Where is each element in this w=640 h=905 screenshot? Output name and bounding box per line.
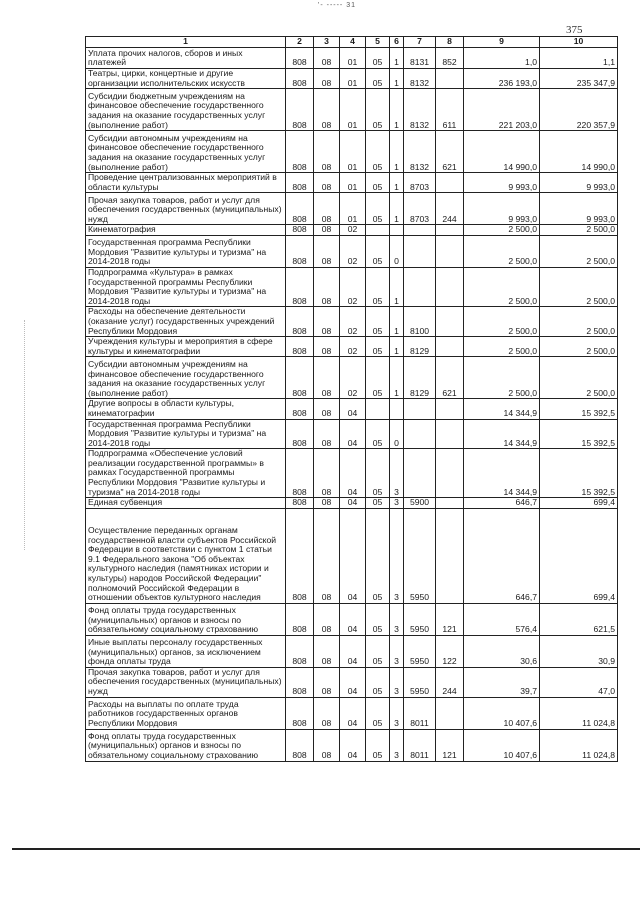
amount-cell: 236 193,0 xyxy=(464,69,540,89)
code-cell xyxy=(436,697,464,729)
code-cell: 05 xyxy=(366,419,390,449)
code-cell: 02 xyxy=(340,357,366,399)
code-cell: 8703 xyxy=(404,173,436,193)
code-cell: 05 xyxy=(366,508,390,603)
row-name-cell: Другие вопросы в области культуры, кинематографии xyxy=(86,399,286,419)
amount-cell: 235 347,9 xyxy=(540,69,618,89)
column-header: 10 xyxy=(540,37,618,48)
code-cell: 05 xyxy=(366,449,390,498)
amount-cell: 1,1 xyxy=(540,48,618,69)
code-cell: 1 xyxy=(390,193,404,225)
code-cell xyxy=(366,225,390,236)
amount-cell: 10 407,6 xyxy=(464,697,540,729)
column-header: 2 xyxy=(286,37,314,48)
code-cell: 04 xyxy=(340,449,366,498)
code-cell xyxy=(436,399,464,419)
code-cell: 808 xyxy=(286,69,314,89)
code-cell: 3 xyxy=(390,603,404,635)
code-cell: 04 xyxy=(340,667,366,697)
code-cell: 04 xyxy=(340,419,366,449)
amount-cell: 2 500,0 xyxy=(540,235,618,267)
table-row xyxy=(86,508,618,603)
row-name-cell: Учреждения культуры и мероприятия в сфере культуры и кинематографии xyxy=(86,337,286,357)
code-cell: 05 xyxy=(366,603,390,635)
code-cell: 04 xyxy=(340,508,366,603)
code-cell: 5950 xyxy=(404,635,436,667)
amount-cell: 9 993,0 xyxy=(540,193,618,225)
code-cell: 3 xyxy=(390,498,404,509)
code-cell: 01 xyxy=(340,48,366,69)
code-cell xyxy=(366,399,390,419)
row-name-cell: Подпрограмма «Культура» в рамках Государственной программы Республики Мордовия "Развитие культуры и туризма" на 2014-2018 годы xyxy=(86,267,286,306)
code-cell: 808 xyxy=(286,235,314,267)
table-row xyxy=(86,173,618,193)
column-header: 4 xyxy=(340,37,366,48)
page-number: 375 xyxy=(566,24,583,36)
code-cell: 808 xyxy=(286,419,314,449)
code-cell: 08 xyxy=(314,635,340,667)
amount-cell: 47,0 xyxy=(540,667,618,697)
code-cell: 3 xyxy=(390,697,404,729)
row-name-cell: Осуществление переданных органам государственной власти субъектов Российской Федерации в соответствии с пунктом 1 статьи 9.1 Федерального закона "Об объектах культурного наследия (памятниках истории и культуры) народов Российской Федерации" полномочий Российской Федерации в отношении объектов культурного наследия xyxy=(86,508,286,603)
code-cell xyxy=(436,449,464,498)
code-cell xyxy=(404,225,436,236)
code-cell: 1 xyxy=(390,69,404,89)
amount-cell: 2 500,0 xyxy=(464,267,540,306)
code-cell: 1 xyxy=(390,357,404,399)
table-row xyxy=(86,131,618,173)
code-cell: 621 xyxy=(436,131,464,173)
code-cell: 8011 xyxy=(404,729,436,761)
code-cell: 808 xyxy=(286,337,314,357)
amount-cell: 621,5 xyxy=(540,603,618,635)
code-cell: 3 xyxy=(390,729,404,761)
code-cell: 3 xyxy=(390,667,404,697)
code-cell: 01 xyxy=(340,131,366,173)
amount-cell: 14 344,9 xyxy=(464,399,540,419)
column-header: 8 xyxy=(436,37,464,48)
amount-cell: 1,0 xyxy=(464,48,540,69)
code-cell: 04 xyxy=(340,603,366,635)
amount-cell: 2 500,0 xyxy=(540,225,618,236)
amount-cell: 2 500,0 xyxy=(464,357,540,399)
code-cell: 04 xyxy=(340,697,366,729)
code-cell: 01 xyxy=(340,89,366,131)
code-cell: 08 xyxy=(314,69,340,89)
code-cell: 852 xyxy=(436,48,464,69)
code-cell: 08 xyxy=(314,498,340,509)
row-name-cell: Субсидии бюджетным учреждениям на финансовое обеспечение государственного задания на оказание государственных услуг (выполнение работ) xyxy=(86,89,286,131)
table-row xyxy=(86,399,618,419)
code-cell: 808 xyxy=(286,267,314,306)
amount-cell: 2 500,0 xyxy=(464,337,540,357)
table-row xyxy=(86,603,618,635)
table-body xyxy=(86,48,618,762)
table-row xyxy=(86,697,618,729)
row-name-cell: Расходы на обеспечение деятельности (оказание услуг) государственных учреждений Республики Мордовия xyxy=(86,307,286,337)
code-cell: 1 xyxy=(390,48,404,69)
row-name-cell: Единая субвенция xyxy=(86,498,286,509)
code-cell xyxy=(404,267,436,306)
code-cell: 5950 xyxy=(404,667,436,697)
code-cell: 01 xyxy=(340,173,366,193)
code-cell: 244 xyxy=(436,193,464,225)
code-cell xyxy=(390,225,404,236)
code-cell: 3 xyxy=(390,449,404,498)
code-cell: 08 xyxy=(314,307,340,337)
row-name-cell: Расходы на выплаты по оплате труда работников государственных органов Республики Мордовия xyxy=(86,697,286,729)
table-row xyxy=(86,635,618,667)
code-cell: 808 xyxy=(286,89,314,131)
code-cell: 08 xyxy=(314,48,340,69)
code-cell xyxy=(436,307,464,337)
code-cell: 04 xyxy=(340,729,366,761)
code-cell: 05 xyxy=(366,193,390,225)
code-cell: 08 xyxy=(314,667,340,697)
code-cell: 1 xyxy=(390,337,404,357)
amount-cell: 2 500,0 xyxy=(540,307,618,337)
code-cell: 244 xyxy=(436,667,464,697)
table-row xyxy=(86,498,618,509)
code-cell: 05 xyxy=(366,357,390,399)
amount-cell: 15 392,5 xyxy=(540,419,618,449)
table-row xyxy=(86,357,618,399)
code-cell: 08 xyxy=(314,225,340,236)
amount-cell: 2 500,0 xyxy=(540,337,618,357)
code-cell: 02 xyxy=(340,235,366,267)
code-cell: 808 xyxy=(286,729,314,761)
code-cell: 08 xyxy=(314,193,340,225)
row-name-cell: Прочая закупка товаров, работ и услуг для обеспечения государственных (муниципальных) нужд xyxy=(86,193,286,225)
amount-cell: 30,6 xyxy=(464,635,540,667)
code-cell: 808 xyxy=(286,697,314,729)
code-cell: 8011 xyxy=(404,697,436,729)
row-name-cell: Фонд оплаты труда государственных (муниципальных) органов и взносы по обязательному социальному страхованию xyxy=(86,729,286,761)
column-header: 7 xyxy=(404,37,436,48)
scan-top-mark: '- ----- 31 xyxy=(318,2,356,9)
amount-cell: 646,7 xyxy=(464,498,540,509)
code-cell: 08 xyxy=(314,267,340,306)
code-cell: 05 xyxy=(366,48,390,69)
code-cell xyxy=(390,399,404,419)
table-row xyxy=(86,667,618,697)
code-cell: 0 xyxy=(390,235,404,267)
code-cell: 08 xyxy=(314,603,340,635)
code-cell: 808 xyxy=(286,48,314,69)
row-name-cell: Театры, цирки, концертные и другие организации исполнительских искусств xyxy=(86,69,286,89)
code-cell: 808 xyxy=(286,225,314,236)
code-cell: 8131 xyxy=(404,48,436,69)
code-cell: 0 xyxy=(390,419,404,449)
code-cell: 01 xyxy=(340,193,366,225)
amount-cell: 9 993,0 xyxy=(540,173,618,193)
amount-cell: 221 203,0 xyxy=(464,89,540,131)
code-cell: 3 xyxy=(390,635,404,667)
code-cell: 02 xyxy=(340,225,366,236)
code-cell: 08 xyxy=(314,357,340,399)
code-cell: 08 xyxy=(314,419,340,449)
code-cell: 8132 xyxy=(404,131,436,173)
row-name-cell: Прочая закупка товаров, работ и услуг для обеспечения государственных (муниципальных) нужд xyxy=(86,667,286,697)
code-cell xyxy=(436,69,464,89)
code-cell: 08 xyxy=(314,449,340,498)
amount-cell: 2 500,0 xyxy=(464,235,540,267)
code-cell xyxy=(436,225,464,236)
code-cell xyxy=(404,235,436,267)
amount-cell: 576,4 xyxy=(464,603,540,635)
amount-cell: 2 500,0 xyxy=(464,225,540,236)
amount-cell: 2 500,0 xyxy=(464,307,540,337)
amount-cell: 11 024,8 xyxy=(540,729,618,761)
code-cell: 8132 xyxy=(404,89,436,131)
code-cell: 02 xyxy=(340,337,366,357)
code-cell: 8703 xyxy=(404,193,436,225)
table-row xyxy=(86,235,618,267)
table-row xyxy=(86,267,618,306)
amount-cell: 699,4 xyxy=(540,498,618,509)
amount-cell: 10 407,6 xyxy=(464,729,540,761)
row-name-cell: Фонд оплаты труда государственных (муниципальных) органов и взносы по обязательному социальному страхованию xyxy=(86,603,286,635)
column-header: 3 xyxy=(314,37,340,48)
code-cell: 08 xyxy=(314,508,340,603)
code-cell xyxy=(436,419,464,449)
code-cell: 01 xyxy=(340,69,366,89)
code-cell: 1 xyxy=(390,307,404,337)
code-cell: 121 xyxy=(436,729,464,761)
table-row xyxy=(86,193,618,225)
code-cell: 808 xyxy=(286,508,314,603)
code-cell: 8129 xyxy=(404,337,436,357)
column-header: 6 xyxy=(390,37,404,48)
code-cell: 05 xyxy=(366,173,390,193)
column-header: 1 xyxy=(86,37,286,48)
table-row xyxy=(86,225,618,236)
code-cell: 04 xyxy=(340,498,366,509)
amount-cell: 220 357,9 xyxy=(540,89,618,131)
code-cell: 1 xyxy=(390,89,404,131)
code-cell: 808 xyxy=(286,603,314,635)
code-cell xyxy=(404,399,436,419)
code-cell xyxy=(436,337,464,357)
amount-cell: 15 392,5 xyxy=(540,449,618,498)
row-name-cell: Подпрограмма «Обеспечение условий реализации государственной программы» в рамках Государственной программы Республики Мордовия "Развитие культуры и туризма" на 2014-2018 годы xyxy=(86,449,286,498)
row-name-cell: Субсидии автономным учреждениям на финансовое обеспечение государственного задания на оказание государственных услуг (выполнение работ) xyxy=(86,357,286,399)
code-cell: 05 xyxy=(366,729,390,761)
amount-cell: 14 990,0 xyxy=(540,131,618,173)
code-cell: 05 xyxy=(366,267,390,306)
table-row xyxy=(86,449,618,498)
amount-cell: 646,7 xyxy=(464,508,540,603)
code-cell: 8132 xyxy=(404,69,436,89)
code-cell: 05 xyxy=(366,69,390,89)
code-cell: 05 xyxy=(366,498,390,509)
code-cell: 05 xyxy=(366,131,390,173)
row-name-cell: Государственная программа Республики Мордовия "Развитие культуры и туризма" на 2014-2018 годы xyxy=(86,235,286,267)
code-cell xyxy=(436,173,464,193)
row-name-cell: Государственная программа Республики Мордовия "Развитие культуры и туризма" на 2014-2018 годы xyxy=(86,419,286,449)
code-cell: 122 xyxy=(436,635,464,667)
code-cell: 808 xyxy=(286,635,314,667)
code-cell: 08 xyxy=(314,131,340,173)
row-name-cell: Проведение централизованных мероприятий в области культуры xyxy=(86,173,286,193)
code-cell: 02 xyxy=(340,307,366,337)
code-cell: 05 xyxy=(366,89,390,131)
amount-cell: 15 392,5 xyxy=(540,399,618,419)
table-row xyxy=(86,419,618,449)
amount-cell: 9 993,0 xyxy=(464,173,540,193)
table-row xyxy=(86,729,618,761)
row-name-cell: Иные выплаты персоналу государственных (муниципальных) органов, за исключением фонда оплаты труда xyxy=(86,635,286,667)
code-cell: 808 xyxy=(286,173,314,193)
table-row xyxy=(86,48,618,69)
code-cell: 05 xyxy=(366,235,390,267)
table-header-row xyxy=(86,37,618,48)
amount-cell: 14 344,9 xyxy=(464,419,540,449)
code-cell: 5950 xyxy=(404,603,436,635)
table-row xyxy=(86,89,618,131)
code-cell: 808 xyxy=(286,498,314,509)
table-row xyxy=(86,69,618,89)
amount-cell: 2 500,0 xyxy=(540,357,618,399)
page-bottom-rule xyxy=(12,848,640,850)
row-name-cell: Субсидии автономным учреждениям на финансовое обеспечение государственного задания на оказание государственных услуг (выполнение работ) xyxy=(86,131,286,173)
code-cell: 04 xyxy=(340,399,366,419)
budget-table-container xyxy=(85,36,617,762)
code-cell: 08 xyxy=(314,235,340,267)
code-cell: 05 xyxy=(366,337,390,357)
amount-cell: 14 990,0 xyxy=(464,131,540,173)
amount-cell: 30,9 xyxy=(540,635,618,667)
row-name-cell: Кинематография xyxy=(86,225,286,236)
code-cell: 8100 xyxy=(404,307,436,337)
table-row xyxy=(86,337,618,357)
code-cell: 808 xyxy=(286,307,314,337)
budget-table xyxy=(85,36,618,762)
column-header: 5 xyxy=(366,37,390,48)
amount-cell: 2 500,0 xyxy=(540,267,618,306)
amount-cell: 11 024,8 xyxy=(540,697,618,729)
amount-cell: 699,4 xyxy=(540,508,618,603)
code-cell: 08 xyxy=(314,697,340,729)
code-cell xyxy=(436,267,464,306)
code-cell: 08 xyxy=(314,89,340,131)
code-cell: 621 xyxy=(436,357,464,399)
code-cell: 05 xyxy=(366,667,390,697)
amount-cell: 9 993,0 xyxy=(464,193,540,225)
scan-margin-artifact xyxy=(24,320,26,550)
column-header: 9 xyxy=(464,37,540,48)
code-cell: 04 xyxy=(340,635,366,667)
code-cell xyxy=(436,498,464,509)
code-cell: 3 xyxy=(390,508,404,603)
code-cell: 08 xyxy=(314,399,340,419)
code-cell: 08 xyxy=(314,173,340,193)
code-cell: 808 xyxy=(286,399,314,419)
code-cell: 05 xyxy=(366,697,390,729)
code-cell: 5950 xyxy=(404,508,436,603)
code-cell xyxy=(404,449,436,498)
code-cell: 08 xyxy=(314,337,340,357)
code-cell: 05 xyxy=(366,307,390,337)
amount-cell: 14 344,9 xyxy=(464,449,540,498)
code-cell: 8129 xyxy=(404,357,436,399)
code-cell xyxy=(436,508,464,603)
code-cell: 808 xyxy=(286,449,314,498)
code-cell: 1 xyxy=(390,267,404,306)
code-cell xyxy=(404,419,436,449)
row-name-cell: Уплата прочих налогов, сборов и иных платежей xyxy=(86,48,286,69)
code-cell: 08 xyxy=(314,729,340,761)
code-cell: 121 xyxy=(436,603,464,635)
code-cell: 1 xyxy=(390,173,404,193)
code-cell: 1 xyxy=(390,131,404,173)
table-row xyxy=(86,307,618,337)
code-cell: 808 xyxy=(286,357,314,399)
code-cell: 808 xyxy=(286,131,314,173)
code-cell xyxy=(436,235,464,267)
amount-cell: 39,7 xyxy=(464,667,540,697)
code-cell: 808 xyxy=(286,667,314,697)
code-cell: 5900 xyxy=(404,498,436,509)
code-cell: 05 xyxy=(366,635,390,667)
code-cell: 611 xyxy=(436,89,464,131)
code-cell: 808 xyxy=(286,193,314,225)
code-cell: 02 xyxy=(340,267,366,306)
